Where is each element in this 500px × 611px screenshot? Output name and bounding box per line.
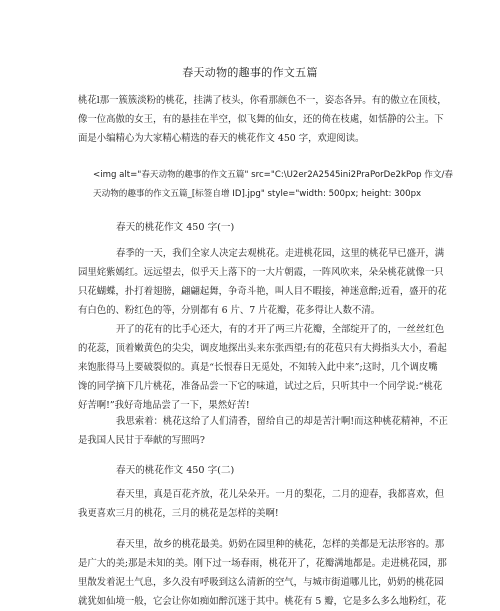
text-line: 开了的花有的比手心还大，有的才开了两三片花瓣，全部绽开了的，一丝丝红色 xyxy=(116,324,445,335)
text-line: 我思索着：桃花这给了人们清香，留给自己的却是苦汁啊!而这种桃花精神，不正 xyxy=(116,416,448,427)
text-line: 像一位高傲的女王，有的悬挂在半空，似飞舞的仙女，还的倚在枝處，如恬静的公主。下 xyxy=(78,114,444,125)
text-line: 的花蕊，顶着嫩黄色的尖尖，调皮地探出头来东张西望;有的花苞只有大拇指头大小，看起 xyxy=(78,343,447,354)
text-line: 来饱胀得马上要破裂似的。真是“长恨春日无觅处，不知转入此中来”;这时，几个调皮嘴 xyxy=(78,362,438,373)
paragraph-1 xyxy=(78,244,447,320)
text-line: 面是小编精心为大家精心精选的春天的桃花作文 450 字，欢迎阅读。 xyxy=(78,133,365,144)
text-line: 馋的同学摘下几片桃花，准备品尝一下它的味道，试过之后，只听其中一个同学说:“桃花 xyxy=(78,381,443,392)
intro-paragraph xyxy=(78,91,447,148)
text-line: 园里姹紫嫣红。远远望去，似乎天上落下的一大片朝霞，一阵风吹来，朵朵桃花就像一只 xyxy=(78,267,444,278)
section-heading-1: 春天的桃花作文 450 字(一) xyxy=(116,222,235,233)
paragraph-3 xyxy=(78,412,448,450)
text-line: 只花蝴蝶，扑打着翅膀，翩翩起舞，争奇斗艳，叫人目不暇接，神迷意醉;近看，盛开的花 xyxy=(78,286,447,297)
text-line: 桃花l那一簇簇淡粉的桃花，挂满了枝头，你看那颜色不一，姿态各异。有的傲立在顶枝， xyxy=(78,95,447,106)
paragraph-4 xyxy=(78,485,445,523)
text-line: 就犹如仙境一般，它会让你如痴如醉沉迷于其中。桃花有 5 瓣，它是多么多么地粉红，花 xyxy=(78,596,447,607)
text-line: 里散发着泥土气息，多久没有呼吸到这么清新的空气，与城市街道哪儿比，奶奶的桃花园 xyxy=(78,577,444,588)
section-heading-2: 春天的桃花作文 450 字(二) xyxy=(116,465,235,476)
text-line: 是我国人民甘于奉献的写照吗? xyxy=(78,435,205,446)
text-line: 天动物的趣事的作文五篇_[标签自增 ID].jpg" style="width: 500px; height: 300px xyxy=(93,189,422,199)
text-line: 春天里，故乡的桃花最美。奶奶在园里种的桃花，怎样的美都是无法形容的。那 xyxy=(116,539,445,550)
text-line: 春天里，真是百花齐放，花儿朵朵开。一月的梨花，二月的迎春，我都喜欢，但 xyxy=(116,489,445,500)
text-line: <img alt="春天动物的趣事的作文五篇" src="C:\U2er2A2545ini2PraPorDe2kPop 作文/春 xyxy=(93,170,453,180)
paragraph-2 xyxy=(78,320,447,415)
document-title: 春天动物的趣事的作文五篇 xyxy=(182,66,318,79)
text-line: 是广大的美;那是未知的美。刚下过一场春雨，桃花开了，花瓣满地都是。走进桃花园，那 xyxy=(78,558,447,569)
text-line: 好苦啊!”我好奇地品尝了一下，果然好苦! xyxy=(78,400,250,411)
paragraph-5 xyxy=(78,535,447,611)
text-line: 春季的一天，我们全家人决定去观桃花。走进桃花园，这里的桃花早已盛开，满 xyxy=(116,248,445,259)
image-tag-text xyxy=(93,166,453,204)
text-line: 有白色的、粉红色的等，分别都有 6 片、7 片花瓣，花多得让人数不清。 xyxy=(78,305,381,316)
text-line: 我更喜欢三月的桃花，三月的桃花是怎样的美啊! xyxy=(78,508,279,519)
